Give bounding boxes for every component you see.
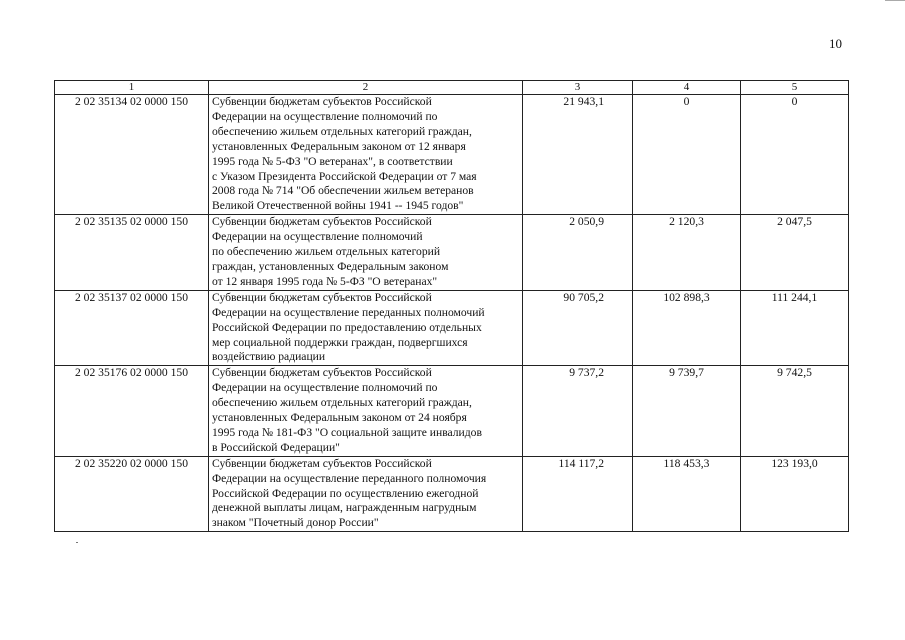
- amount-col-4: 118 453,3: [633, 456, 741, 532]
- amount-col-5: 123 193,0: [741, 456, 849, 532]
- amount-col-3: 90 705,2: [523, 290, 633, 366]
- budget-code: 2 02 35135 02 0000 150: [55, 215, 209, 291]
- header-row: [55, 81, 849, 95]
- table-row: [55, 366, 849, 456]
- budget-code: 2 02 35137 02 0000 150: [55, 290, 209, 366]
- table-row: [55, 95, 849, 215]
- table-row: [55, 290, 849, 366]
- budget-description: Субвенции бюджетам субъектов Российской Федерации на осуществление полномочий по обеспечению жильем отдельных категорий граждан, установленных Федеральным законом от 24 ноября 1995 года № 181-ФЗ "О социальной защите инвалидов в Российской Федерации": [209, 366, 523, 456]
- amount-col-3: 114 117,2: [523, 456, 633, 532]
- table-row: [55, 215, 849, 291]
- budget-description: Субвенции бюджетам субъектов Российской Федерации на осуществление полномочий по обеспечению жильем отдельных категорий граждан, установленных Федеральным законом от 12 января 1995 года № 5-ФЗ "О ветеранах": [209, 215, 523, 291]
- header-col-4: 4: [633, 81, 741, 95]
- budget-description: Субвенции бюджетам субъектов Российской Федерации на осуществление переданного полномочия Российской Федерации по осуществлению ежегодной денежной выплаты лицам, награжденным нагрудным знаком "Почетный донор России": [209, 456, 523, 532]
- amount-col-3: 2 050,9: [523, 215, 633, 291]
- budget-table: [54, 80, 849, 532]
- budget-code: 2 02 35220 02 0000 150: [55, 456, 209, 532]
- header-col-2: 2: [209, 81, 523, 95]
- amount-col-5: 9 742,5: [741, 366, 849, 456]
- amount-col-4: 102 898,3: [633, 290, 741, 366]
- budget-description: Субвенции бюджетам субъектов Российской Федерации на осуществление полномочий по обеспечению жильем отдельных категорий граждан, установленных Федеральным законом от 12 января 1995 года № 5-ФЗ "О ветеранах", в соответствии с Указом Президента Российской Федерации от 7 мая 2008 года № 714 "Об обеспечении жильем ветеранов Великой Отечественной войны 1941 -- 1945 годов": [209, 95, 523, 215]
- budget-code: 2 02 35176 02 0000 150: [55, 366, 209, 456]
- header-col-1: 1: [55, 81, 209, 95]
- amount-col-4: 2 120,3: [633, 215, 741, 291]
- page-number: 10: [829, 36, 842, 51]
- scan-speck: [76, 542, 78, 543]
- budget-description: Субвенции бюджетам субъектов Российской Федерации на осуществление переданных полномочий Российской Федерации по предоставлению отдельных мер социальной поддержки граждан, подвергшихся воздействию радиации: [209, 290, 523, 366]
- header-col-3: 3: [523, 81, 633, 95]
- amount-col-4: 0: [633, 95, 741, 215]
- scan-edge-mark: [885, 0, 905, 1]
- amount-col-5: 2 047,5: [741, 215, 849, 291]
- table-row: [55, 456, 849, 532]
- budget-code: 2 02 35134 02 0000 150: [55, 95, 209, 215]
- amount-col-5: 111 244,1: [741, 290, 849, 366]
- amount-col-5: 0: [741, 95, 849, 215]
- amount-col-4: 9 739,7: [633, 366, 741, 456]
- header-col-5: 5: [741, 81, 849, 95]
- amount-col-3: 9 737,2: [523, 366, 633, 456]
- amount-col-3: 21 943,1: [523, 95, 633, 215]
